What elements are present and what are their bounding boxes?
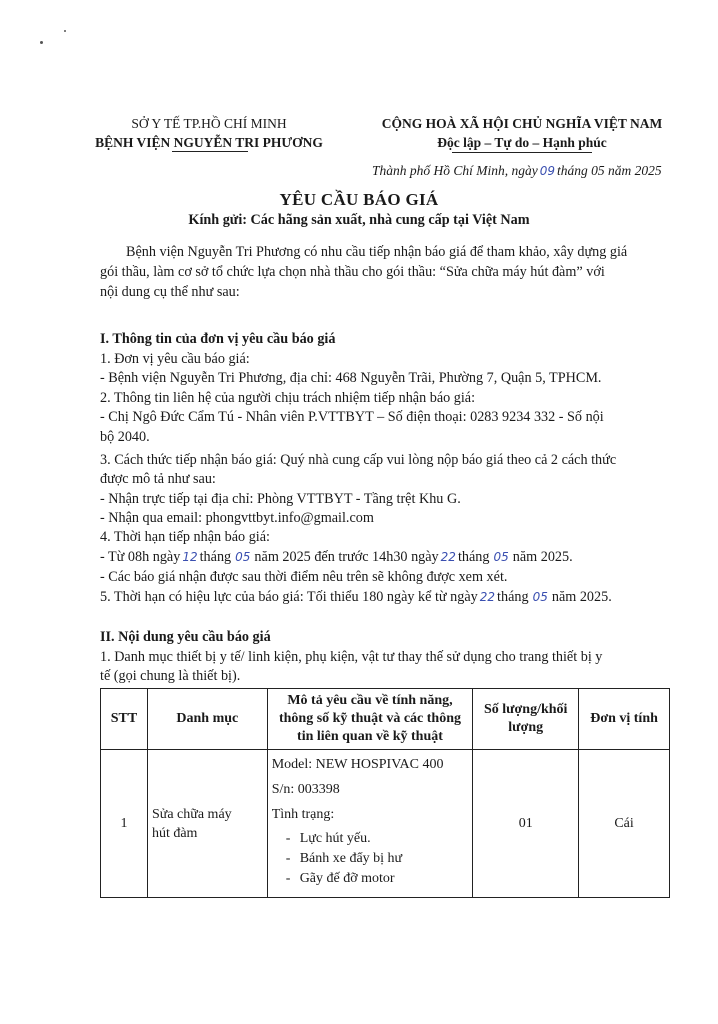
ministry-name: SỞ Y TẾ TP.HỒ CHÍ MINH	[131, 116, 287, 131]
header-right	[372, 114, 672, 152]
section-1-line: được mô tả như sau:	[100, 471, 216, 487]
quote-request-table	[100, 688, 670, 898]
section-1-line: - Các báo giá nhận được sau thời điểm nêu trên sẽ không được xem xét.	[100, 569, 508, 585]
table-header-row	[101, 689, 670, 750]
deadline-end-month-handwritten: 05	[493, 550, 509, 564]
issue-text: Lực hút yếu.	[299, 831, 371, 846]
validity-line	[100, 588, 612, 608]
intro-line: nội dung cụ thể như sau:	[100, 284, 240, 300]
header-mo-ta	[267, 689, 473, 750]
document-date	[372, 163, 662, 179]
deadline-text: năm 2025.	[512, 549, 573, 565]
header-don-vi: Đơn vị tính	[579, 689, 670, 750]
header-mo-ta-line: thông số kỹ thuật và các thông	[278, 711, 461, 726]
header-so-luong-line: lượng	[508, 720, 544, 735]
deadline-text: năm 2025 đến trước 14h30 ngày	[254, 549, 439, 565]
deadline-text: tháng	[199, 549, 232, 565]
page-title: YÊU CẦU BÁO GIÁ	[279, 190, 439, 209]
section-1-line: bộ 2040.	[100, 429, 150, 445]
issue-text: Bánh xe đẩy bị hư	[299, 851, 403, 866]
device-issues-list	[272, 829, 469, 889]
cell-don-vi: Cái	[579, 750, 670, 898]
section-1-heading: I. Thông tin của đơn vị yêu cầu báo giá	[100, 331, 336, 347]
validity-text: tháng	[497, 589, 529, 605]
section-1-line: - Chị Ngô Đức Cẩm Tú - Nhân viên P.VTTBYT – Số điện thoại: 0283 9234 332 - Số nội	[100, 409, 604, 425]
section-1-line: - Bệnh viện Nguyễn Tri Phương, địa chỉ: 468 Nguyễn Trãi, Phường 7, Quận 5, TPHCM.	[100, 370, 602, 386]
deadline-start-day-handwritten: 12	[182, 550, 198, 564]
header-left	[88, 114, 330, 152]
cell-stt: 1	[101, 750, 148, 898]
section-1-line: - Nhận qua email: phongvttbyt.info@gmail.com	[100, 510, 374, 526]
cell-so-luong: 01	[473, 750, 579, 898]
dash-bullet: -	[285, 851, 291, 866]
header-so-luong	[473, 689, 579, 750]
deadline-line	[100, 548, 573, 568]
section-1-line: 3. Cách thức tiếp nhận báo giá: Quý nhà cung cấp vui lòng nộp báo giá theo cả 2 cách thức	[100, 452, 617, 468]
date-suffix: tháng 05 năm 2025	[557, 163, 662, 178]
header-stt: STT	[101, 689, 148, 750]
section-1-line: 1. Đơn vị yêu cầu báo giá:	[100, 351, 250, 367]
page-subtitle: Kính gửi: Các hãng sản xuất, nhà cung cấp tại Việt Nam	[188, 212, 530, 228]
deadline-text: - Từ 08h ngày	[100, 549, 181, 565]
date-prefix: Thành phố Hồ Chí Minh, ngày	[372, 163, 538, 178]
device-condition-label: Tình trạng:	[271, 807, 335, 822]
section-1-line: 2. Thông tin liên hệ của người chịu trách nhiệm tiếp nhận báo giá:	[100, 390, 476, 406]
scan-speck	[64, 30, 66, 32]
dash-bullet: -	[285, 871, 291, 886]
section-1-line: 4. Thời hạn tiếp nhận báo giá:	[100, 529, 270, 545]
deadline-end-day-handwritten: 22	[440, 550, 456, 564]
deadline-text: tháng	[457, 549, 490, 565]
dash-bullet: -	[285, 831, 291, 846]
cell-danh-muc-line: Sửa chữa máy	[151, 806, 232, 822]
hospital-name: BỆNH VIỆN NGUYỄN TRI PHƯƠNG	[95, 135, 323, 150]
header-so-luong-line: Số lượng/khối	[483, 702, 568, 717]
device-serial: S/n: 003398	[271, 782, 340, 797]
list-item	[272, 829, 469, 849]
hospital-name-underline	[172, 151, 248, 152]
device-model: Model: NEW HOSPIVAC 400	[271, 757, 444, 772]
section-2-line: 1. Danh mục thiết bị y tế/ linh kiện, phụ kiện, vật tư thay thế sử dụng cho trang thiết bị y	[100, 649, 603, 665]
deadline-start-month-handwritten: 05	[235, 550, 251, 564]
scan-speck	[40, 41, 43, 44]
list-item	[272, 849, 469, 869]
header-danh-muc: Danh mục	[147, 689, 267, 750]
country-name: CỘNG HOÀ XÃ HỘI CHỦ NGHĨA VIỆT NAM	[381, 116, 663, 131]
cell-danh-muc	[147, 750, 267, 898]
cell-mo-ta	[267, 750, 473, 898]
motto: Độc lập – Tự do – Hạnh phúc	[437, 135, 607, 150]
section-2-line: tế (gọi chung là thiết bị).	[100, 668, 241, 684]
header-mo-ta-line: tin liên quan về kỹ thuật	[297, 729, 443, 744]
table-row	[101, 750, 670, 898]
cell-danh-muc-line: hút đàm	[151, 825, 198, 841]
date-day-handwritten: 09	[539, 164, 556, 178]
section-2-heading: II. Nội dung yêu cầu báo giá	[100, 629, 271, 645]
intro-line: Bệnh viện Nguyễn Tri Phương có nhu cầu tiếp nhận báo giá để tham khảo, xây dựng giá	[126, 244, 628, 260]
section-1-line: - Nhận trực tiếp tại địa chỉ: Phòng VTTBYT - Tầng trệt Khu G.	[100, 491, 461, 507]
header-mo-ta-line: Mô tả yêu cầu về tính năng,	[287, 693, 453, 708]
motto-underline	[452, 152, 592, 153]
validity-text: năm 2025.	[551, 589, 612, 605]
intro-line: gói thầu, làm cơ sở tổ chức lựa chọn nhà thầu cho gói thầu: “Sửa chữa máy hút đàm” với	[100, 264, 605, 280]
validity-month-handwritten: 05	[532, 590, 548, 604]
list-item	[272, 869, 469, 889]
validity-day-handwritten: 22	[479, 590, 496, 604]
issue-text: Gãy đế đỡ motor	[299, 871, 395, 886]
validity-text: 5. Thời hạn có hiệu lực của báo giá: Tối thiểu 180 ngày kể từ ngày	[100, 589, 478, 605]
